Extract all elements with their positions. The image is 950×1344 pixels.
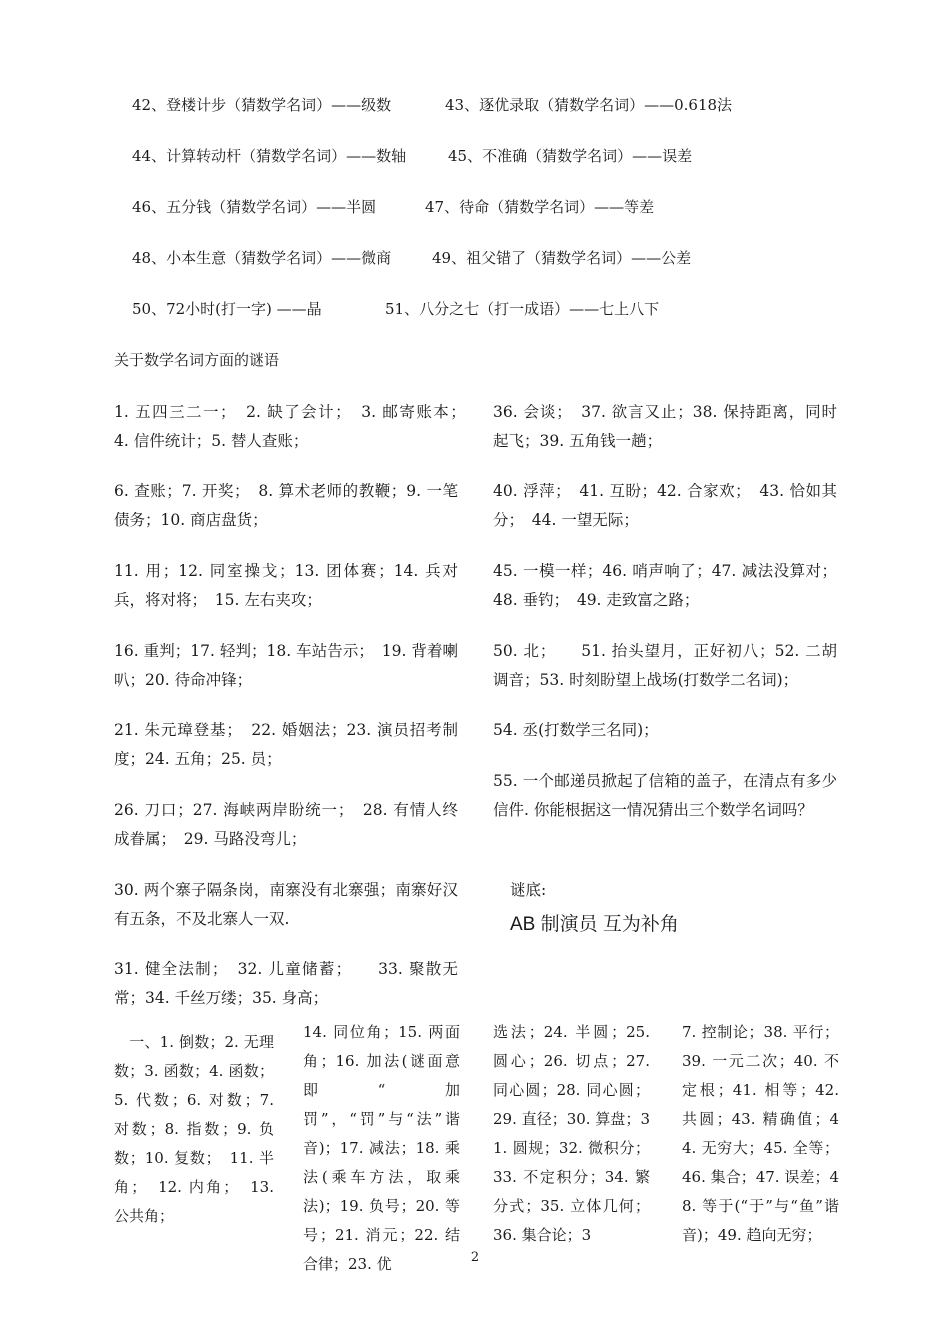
riddle-paragraph: 30. 两个寨子隔条岗，南寨没有北寨强；南寨好汉有五条，不及北寨人一双. xyxy=(114,881,458,928)
section-title: 关于数学名词方面的谜语 xyxy=(114,351,280,369)
answer-column: 选法；24. 半圆；25. 圆心；26. 切点；27. 同心圆；28. 同心圆；29. 直径；30. 算盘；31. 圆规；32. 微积分；33. 不定积分；34. 繁分式；35. 立体几何；36. 集合论；3 xyxy=(493,1023,650,1244)
riddle-paragraph: 54. 丞(打数学三名同)； xyxy=(493,721,659,739)
riddle-line-right: 51、八分之七（打一成语）——七上八下 xyxy=(385,300,660,318)
riddle-line-left: 46、五分钱（猜数学名词）——半圆 xyxy=(132,198,377,216)
riddle-line-right: 47、待命（猜数学名词）——等差 xyxy=(425,198,655,216)
answer-label: 谜底: xyxy=(510,881,547,899)
riddle-paragraph: 21. 朱元璋登基； 22. 婚姻法；23. 演员招考制度；24. 五角；25. 员； xyxy=(114,721,458,768)
riddle-paragraph: 55. 一个邮递员掀起了信箱的盖子，在清点有多少信件. 你能根据这一情况猜出三个数学名词吗？ xyxy=(493,772,837,819)
riddle-paragraph: 31. 健全法制； 32. 儿童储蓄； 33. 聚散无常；34. 千丝万缕；35. 身高； xyxy=(114,960,458,1007)
answer-column: 7. 控制论；38. 平行；39. 一元二次；40. 不定根；41. 相等；42. 共圆；43. 精确值；44. 无穷大；45. 全等；46. 集合；47. 误差；48. 等于(“于”与“鱼”谐音)；49. 趋向无穷； xyxy=(682,1023,839,1244)
riddle-line-right: 45、不准确（猜数学名词）——误差 xyxy=(448,147,693,165)
riddle-line-left: 50、72小时(打一字) ——晶 xyxy=(132,300,322,318)
riddle-line-left: 44、计算转动杆（猜数学名词）——数轴 xyxy=(132,147,407,165)
page-number: 2 xyxy=(470,1250,480,1265)
riddle-paragraph: 50. 北； 51. 抬头望月，正好初八；52. 二胡调音；53. 时刻盼望上战场(打数学二名词)； xyxy=(493,642,837,689)
answer-text: AB 制演员 互为补角 xyxy=(510,914,679,935)
riddle-paragraph: 1. 五四三二一； 2. 缺了会计； 3. 邮寄账本； 4. 信件统计；5. 替人查账； xyxy=(114,403,474,450)
riddle-paragraph: 6. 查账；7. 开奖； 8. 算术老师的教鞭；9. 一笔债务；10. 商店盘货； xyxy=(114,482,458,529)
answer-column: 一、1. 倒数；2. 无理数；3. 函数；4. 函数；5. 代数；6. 对数；7. 对数；8. 指数；9. 负数；10. 复数； 11. 半角； 12. 内角； 13. 公共角； xyxy=(114,1033,274,1225)
riddle-paragraph: 26. 刀口；27. 海峡两岸盼统一； 28. 有情人终成眷属； 29. 马路没弯儿； xyxy=(114,801,458,848)
riddle-line-left: 48、小本生意（猜数学名词）——微商 xyxy=(132,249,392,267)
riddle-paragraph: 40. 浮萍； 41. 互盼；42. 合家欢； 43. 恰如其分； 44. 一望无际； xyxy=(493,482,837,529)
riddle-paragraph: 36. 会谈； 37. 欲言又止；38. 保持距离，同时起飞；39. 五角钱一趟； xyxy=(493,403,837,450)
riddle-paragraph: 16. 重判；17. 轻判；18. 车站告示； 19. 背着喇叭；20. 待命冲锋； xyxy=(114,642,458,689)
riddle-line-left: 42、登楼计步（猜数学名词）——级数 xyxy=(132,96,392,114)
riddle-line-right: 49、祖父错了（猜数学名词）——公差 xyxy=(432,249,692,267)
riddle-paragraph: 11. 用；12. 同室操戈；13. 团体赛；14. 兵对兵，将对将； 15. 左右夹攻； xyxy=(114,562,458,609)
answer-column: 14. 同位角；15. 两面角；16. 加法(谜面意即“加罚”，“罚”与“法”谐音)；17. 减法；18. 乘法(乘车方法，取乘法)；19. 负号；20. 等号；21. 消元；22. 结合律；23. 优 xyxy=(303,1023,460,1273)
riddle-paragraph: 45. 一模一样；46. 哨声响了；47. 减法没算对；48. 垂钓； 49. 走致富之路； xyxy=(493,562,837,609)
riddle-line-right: 43、逐优录取（猜数学名词）——0.618法 xyxy=(445,96,733,114)
